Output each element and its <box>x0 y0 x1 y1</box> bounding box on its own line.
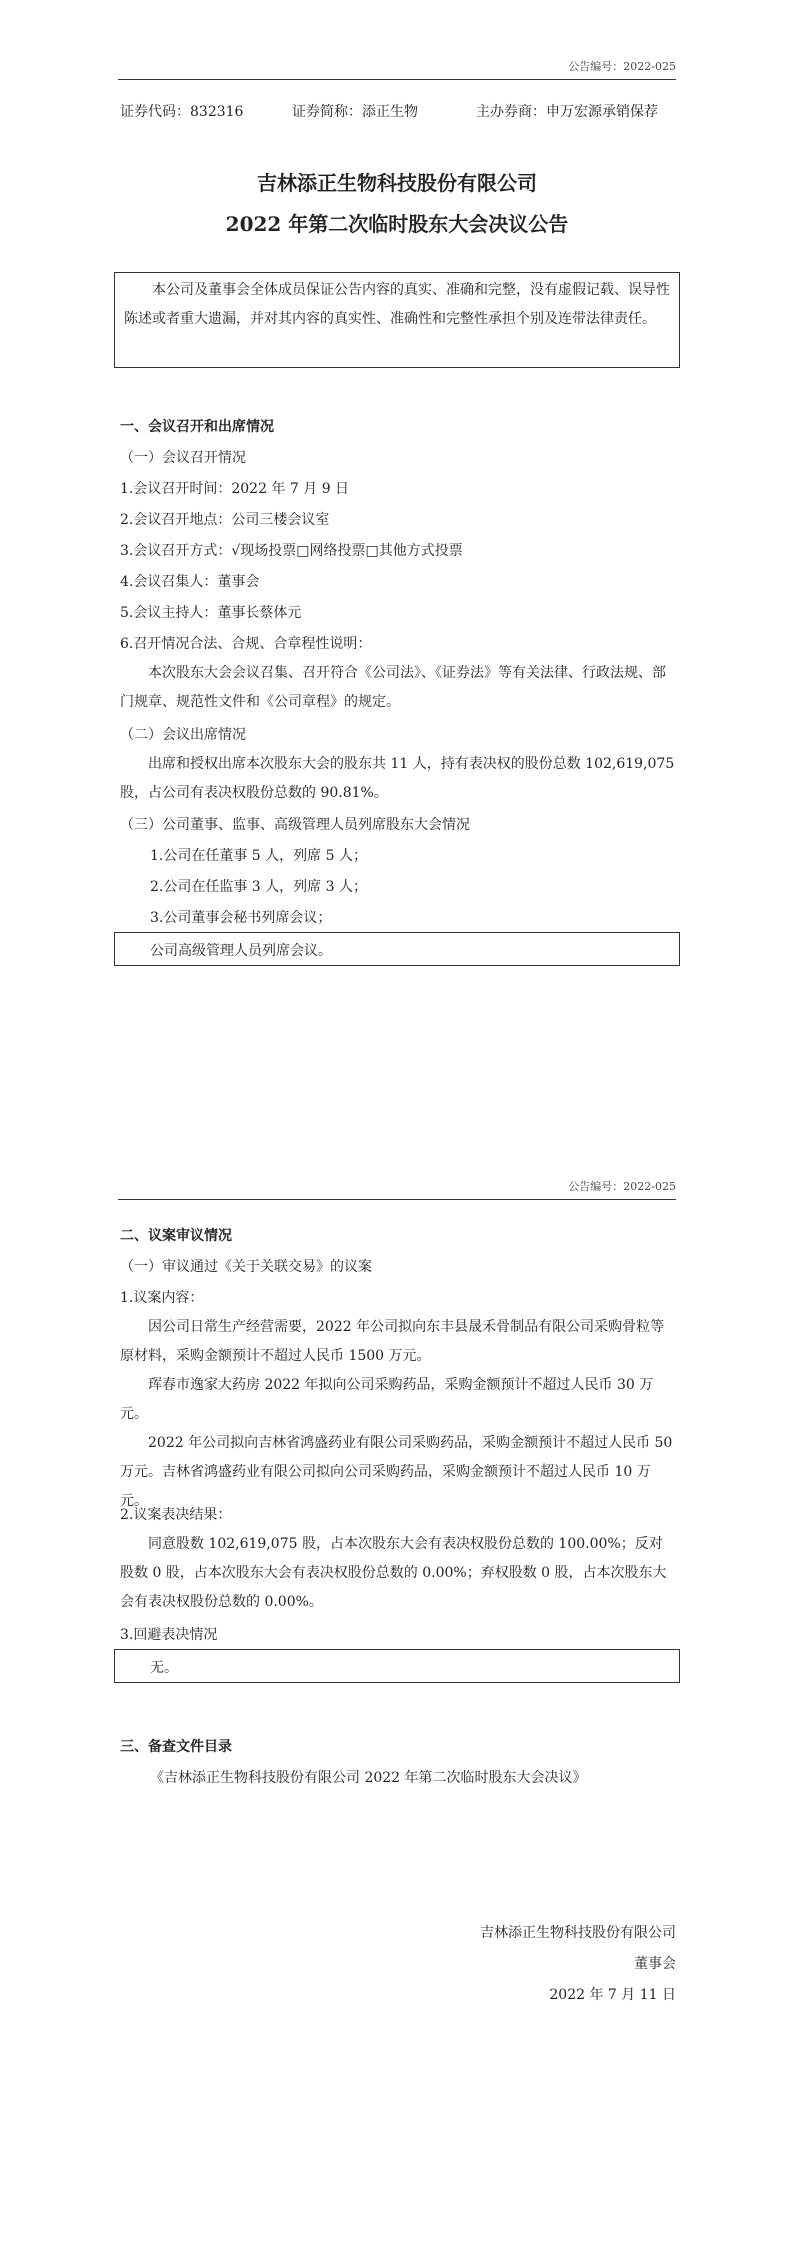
securities-short-name: 证券简称：添正生物 <box>292 104 418 120</box>
signature-board: 董事会 <box>634 1956 676 1972</box>
recusal-text: 无。 <box>150 1660 178 1676</box>
section1-sub1: （一）会议召开情况 <box>120 450 246 466</box>
title-announcement: 2022 年第二次临时股东大会决议公告 <box>225 212 569 236</box>
section2-heading: 二、议案审议情况 <box>120 1228 232 1244</box>
proposal-para-1: 因公司日常生产经营需要，2022 年公司拟向东丰县晟禾骨制品有限公司采购骨粒等原材料，采购金额预计不超过人民币 1500 万元。 <box>120 1319 665 1364</box>
reference-document: 《吉林添正生物科技股份有限公司 2022 年第二次临时股东大会决议》 <box>150 1770 587 1786</box>
section1-sub2: （二）会议出席情况 <box>120 727 246 743</box>
meeting-host: 5.会议主持人：董事长蔡体元 <box>120 605 302 621</box>
header-rule-page2 <box>118 1199 676 1200</box>
section2-sub1: （一）审议通过《关于关联交易》的议案 <box>120 1259 372 1275</box>
disclaimer-text: 本公司及董事会全体成员保证公告内容的真实、准确和完整，没有虚假记载、误导性陈述或者重大遗漏，并对其内容的真实性、准确性和完整性承担个别及连带法律责任。 <box>124 282 670 327</box>
attendance-text: 出席和授权出席本次股东大会的股东共 11 人，持有表决权的股份总数 102,619,075 股，占公司有表决权股份总数的 90.81%。 <box>120 756 675 801</box>
sponsor: 主办券商：申万宏源承销保荐 <box>476 104 658 120</box>
directors-attendance: 1.公司在任董事 5 人，列席 5 人； <box>150 848 367 864</box>
legality-text: 本次股东大会会议召集、召开符合《公司法》、《证券法》等有关法律、行政法规、部门规章、规范性文件和《公司章程》的规定。 <box>120 665 666 710</box>
section1-heading: 一、会议召开和出席情况 <box>120 419 274 435</box>
header-rule <box>118 79 676 80</box>
vote-result-text: 同意股数 102,619,075 股，占本次股东大会有表决权股份总数的 100.00%；反对股数 0 股，占本次股东大会有表决权股份总数的 0.00%；弃权股数 0 股，占本次股东大会有表决权股份总数的 0.00%。 <box>120 1536 667 1610</box>
recusal-box <box>114 1649 680 1683</box>
doc-number: 公告编号：2022-025 <box>568 60 676 73</box>
proposal-content-label: 1.议案内容： <box>120 1290 204 1306</box>
title-company: 吉林添正生物科技股份有限公司 <box>257 171 537 195</box>
proposal-para-2: 珲春市逸家大药房 2022 年拟向公司采购药品，采购金额预计不超过人民币 30 万元。 <box>120 1377 654 1422</box>
meeting-location: 2.会议召开地点：公司三楼会议室 <box>120 512 330 528</box>
signature-date: 2022 年 7 月 11 日 <box>549 1987 676 2003</box>
senior-mgmt-text: 公司高级管理人员列席会议。 <box>150 943 332 959</box>
recusal-label: 3.回避表决情况 <box>120 1627 218 1643</box>
securities-code: 证券代码：832316 <box>120 104 244 120</box>
proposal-para-3: 2022 年公司拟向吉林省鸿盛药业有限公司采购药品，采购金额预计不超过人民币 50 万元。吉林省鸿盛药业有限公司拟向公司采购药品，采购金额预计不超过人民币 10 万元。 <box>120 1435 673 1509</box>
legality-label: 6.召开情况合法、合规、合章程性说明： <box>120 636 372 652</box>
meeting-convener: 4.会议召集人：董事会 <box>120 574 260 590</box>
vote-result-label: 2.议案表决结果： <box>120 1507 232 1523</box>
signature-company: 吉林添正生物科技股份有限公司 <box>480 1925 676 1941</box>
secretary-attendance: 3.公司董事会秘书列席会议； <box>150 910 332 926</box>
doc-number-page2: 公告编号：2022-025 <box>568 1180 676 1193</box>
supervisors-attendance: 2.公司在任监事 3 人，列席 3 人； <box>150 879 367 895</box>
section1-sub3: （三）公司董事、监事、高级管理人员列席股东大会情况 <box>120 817 470 833</box>
section3-heading: 三、备查文件目录 <box>120 1739 232 1755</box>
meeting-time: 1.会议召开时间：2022 年 7 月 9 日 <box>120 481 350 497</box>
meeting-method: 3.会议召开方式：√现场投票□网络投票□其他方式投票 <box>120 543 463 559</box>
